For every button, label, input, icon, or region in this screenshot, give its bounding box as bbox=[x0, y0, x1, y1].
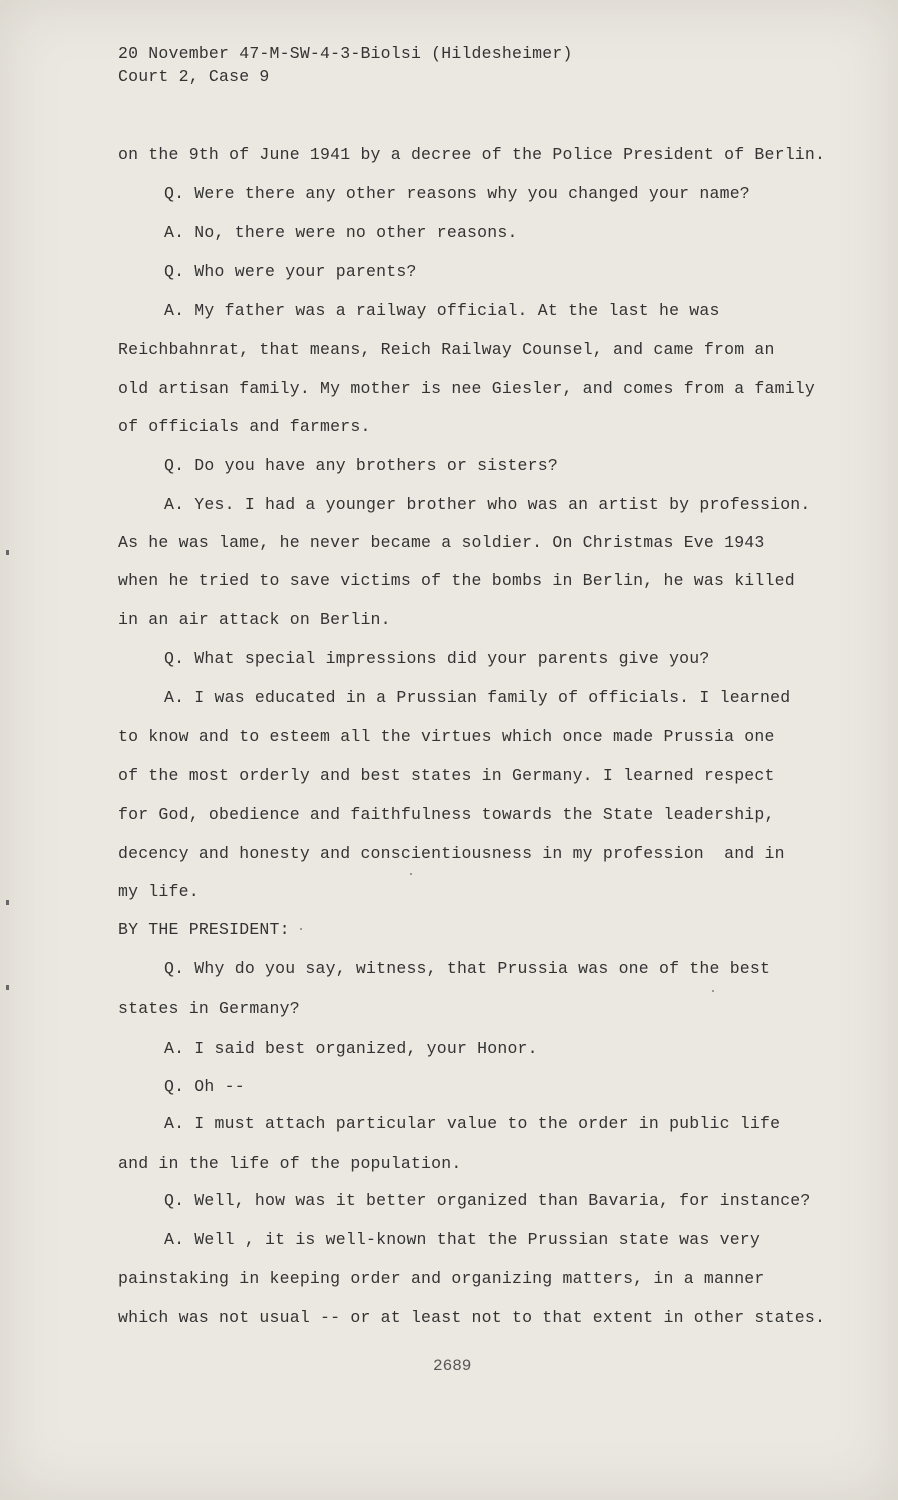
margin-mark bbox=[6, 550, 9, 555]
paper-fleck bbox=[410, 873, 412, 875]
text-line: As he was lame, he never became a soldier. On Christmas Eve 1943 bbox=[118, 533, 765, 552]
text-line: Q. Do you have any brothers or sisters? bbox=[164, 456, 558, 475]
text-line: Q. Were there any other reasons why you changed your name? bbox=[164, 184, 750, 203]
text-line: states in Germany? bbox=[118, 999, 300, 1018]
text-line: Q. Well, how was it better organized than Bavaria, for instance? bbox=[164, 1191, 811, 1210]
text-line: and in the life of the population. bbox=[118, 1154, 462, 1173]
text-line: on the 9th of June 1941 by a decree of the Police President of Berlin. bbox=[118, 145, 826, 164]
paper-fleck bbox=[300, 928, 302, 930]
text-line: A. Yes. I had a younger brother who was an artist by profession. bbox=[164, 495, 811, 514]
margin-mark bbox=[6, 900, 9, 905]
header-court-line: Court 2, Case 9 bbox=[118, 67, 270, 86]
text-line: painstaking in keeping order and organizing matters, in a manner bbox=[118, 1269, 765, 1288]
text-line: which was not usual -- or at least not to that extent in other states. bbox=[118, 1308, 826, 1327]
text-line: Q. What special impressions did your parents give you? bbox=[164, 649, 710, 668]
text-line: Q. Why do you say, witness, that Prussia was one of the best bbox=[164, 959, 771, 978]
header-docket-line: 20 November 47-M-SW-4-3-Biolsi (Hildesheimer) bbox=[118, 44, 573, 63]
text-line: A. Well , it is well-known that the Prussian state was very bbox=[164, 1230, 760, 1249]
text-line: Q. Who were your parents? bbox=[164, 262, 417, 281]
speaker-heading: BY THE PRESIDENT: bbox=[118, 920, 290, 939]
text-line: of the most orderly and best states in Germany. I learned respect bbox=[118, 766, 775, 785]
text-line: Q. Oh -- bbox=[164, 1077, 245, 1096]
text-line: decency and honesty and conscientiousness in my profession and in bbox=[118, 844, 785, 863]
text-line: to know and to esteem all the virtues which once made Prussia one bbox=[118, 727, 775, 746]
text-line: old artisan family. My mother is nee Giesler, and comes from a family bbox=[118, 379, 816, 398]
text-line: A. No, there were no other reasons. bbox=[164, 223, 518, 242]
text-line: of officials and farmers. bbox=[118, 417, 371, 436]
text-line: for God, obedience and faithfulness towards the State leadership, bbox=[118, 805, 775, 824]
paper-fleck bbox=[712, 990, 714, 992]
text-line: A. I was educated in a Prussian family of officials. I learned bbox=[164, 688, 791, 707]
text-line: A. I must attach particular value to the order in public life bbox=[164, 1114, 781, 1133]
text-line: A. I said best organized, your Honor. bbox=[164, 1039, 538, 1058]
text-line: when he tried to save victims of the bombs in Berlin, he was killed bbox=[118, 571, 795, 590]
text-line: in an air attack on Berlin. bbox=[118, 610, 391, 629]
margin-mark bbox=[6, 985, 9, 990]
text-line: A. My father was a railway official. At the last he was bbox=[164, 301, 720, 320]
text-line: Reichbahnrat, that means, Reich Railway Counsel, and came from an bbox=[118, 340, 775, 359]
page-number: 2689 bbox=[433, 1357, 472, 1375]
text-line: my life. bbox=[118, 882, 199, 901]
